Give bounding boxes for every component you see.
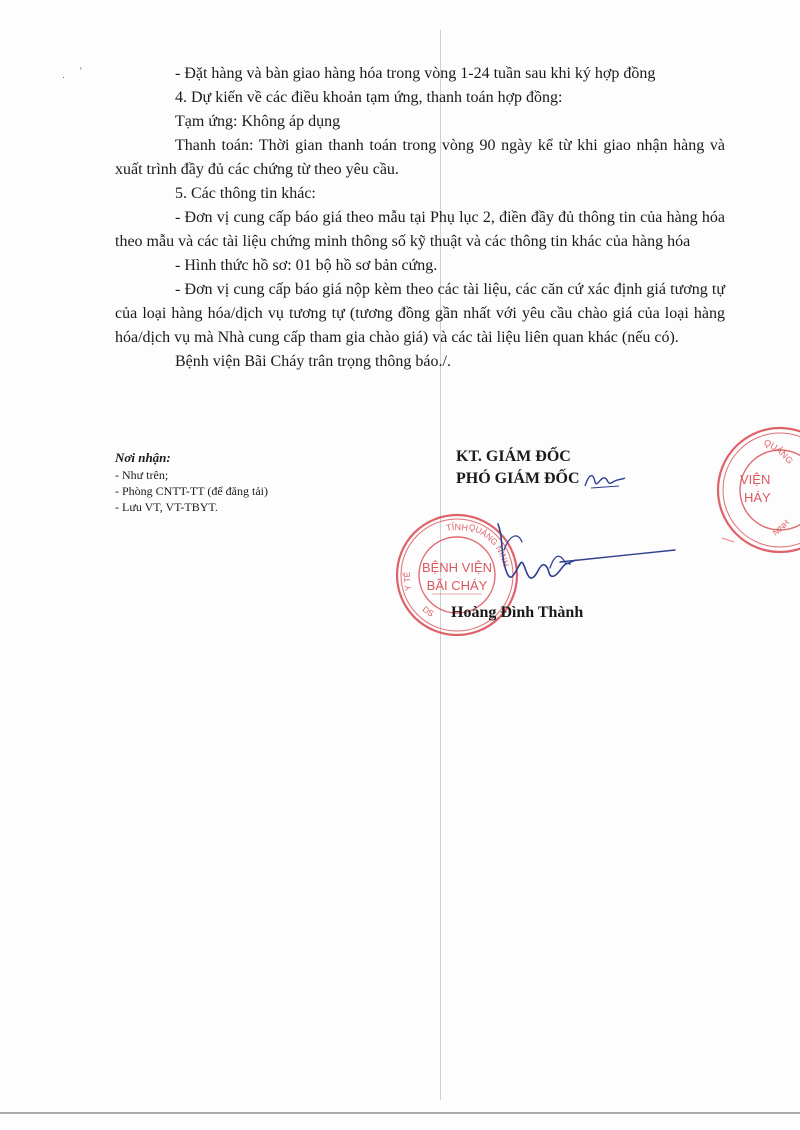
svg-text:DS <box>421 604 436 619</box>
recipients-block <box>115 450 375 515</box>
stamp-ring-top: TỈNH <box>445 521 469 534</box>
recipient-item: - Lưu VT, VT-TBYT. <box>115 500 218 514</box>
paragraph-advance-payment-heading: 4. Dự kiến về các điều khoản tạm ứng, thanh toán hợp đồng: <box>175 89 563 106</box>
body-text <box>115 62 725 374</box>
partial-stamp-ring-top: QUẢNG <box>762 437 796 466</box>
paragraph-delivery: - Đặt hàng và bàn giao hàng hóa trong vòng 1-24 tuần sau khi ký hợp đồng <box>175 65 656 82</box>
partial-stamp <box>712 420 800 560</box>
signer-name: Hoàng Đình Thành <box>451 604 584 621</box>
paragraph-advance: Tạm ứng: Không áp dụng <box>175 113 341 130</box>
scan-speck: ' <box>80 66 82 76</box>
handwritten-signature <box>490 520 680 610</box>
paragraph-attachments: - Đơn vị cung cấp báo giá nộp kèm theo các tài liệu, các căn cứ xác định giá tương tự của loại hàng hóa/dịch vụ tương tự (tương đồng gần nhất với yêu cầu chào giá của loại hàng hóa/dịch vụ mà Nhà cung cấp tham gia chào giá) và các tài liệu liên quan khác (nếu có). <box>115 281 725 346</box>
stamp-ring-right: QUẢNG NINH <box>467 521 512 568</box>
signature-title-line: PHÓ GIÁM ĐỐC <box>456 470 580 487</box>
paragraph-quotation-form: - Đơn vị cung cấp báo giá theo mẫu tại Phụ lục 2, điền đầy đủ thông tin của hàng hóa theo mẫu và các tài liệu chứng minh thông số kỹ thuật và các thông tin khác của hàng hóa <box>115 209 725 250</box>
stamp-text-line2: BÃI CHÁY <box>426 578 488 593</box>
stamp-text-line1: BỆNH VIỆN <box>421 560 493 575</box>
svg-text:NINH <box>771 518 791 538</box>
paragraph-closing: Bệnh viện Bãi Cháy trân trọng thông báo./. <box>175 353 451 370</box>
svg-text:TỈNH <box>445 521 468 533</box>
recipient-item: - Như trên; <box>115 468 169 482</box>
initials-mark <box>583 468 627 492</box>
partial-stamp-ring-bottom: NINH <box>771 518 792 538</box>
scan-speck: · <box>62 72 65 82</box>
stamp-ring-bottom: DS <box>420 603 436 619</box>
partial-stamp-line2: HÁY <box>744 490 771 505</box>
paragraph-other-info-heading: 5. Các thông tin khác: <box>175 185 316 202</box>
paragraph-dossier-form: - Hình thức hồ sơ: 01 bộ hồ sơ bản cứng. <box>175 257 438 274</box>
scan-bottom-edge <box>0 1112 800 1114</box>
recipients-title: Nơi nhận: <box>115 450 171 465</box>
signature-authority-line: KT. GIÁM ĐỐC <box>456 448 571 465</box>
partial-stamp-line1: VIỆN <box>740 472 771 487</box>
stamp-ring-left: Y TẾ <box>401 571 414 592</box>
recipient-item: - Phòng CNTT-TT (để đăng tải) <box>115 484 268 498</box>
signature-block <box>456 446 696 490</box>
paragraph-payment: Thanh toán: Thời gian thanh toán trong vòng 90 ngày kể từ khi giao nhận hàng và xuất trình đầy đủ các chứng từ theo yêu cầu. <box>115 137 725 178</box>
svg-text:Y TẾ <box>402 571 413 591</box>
